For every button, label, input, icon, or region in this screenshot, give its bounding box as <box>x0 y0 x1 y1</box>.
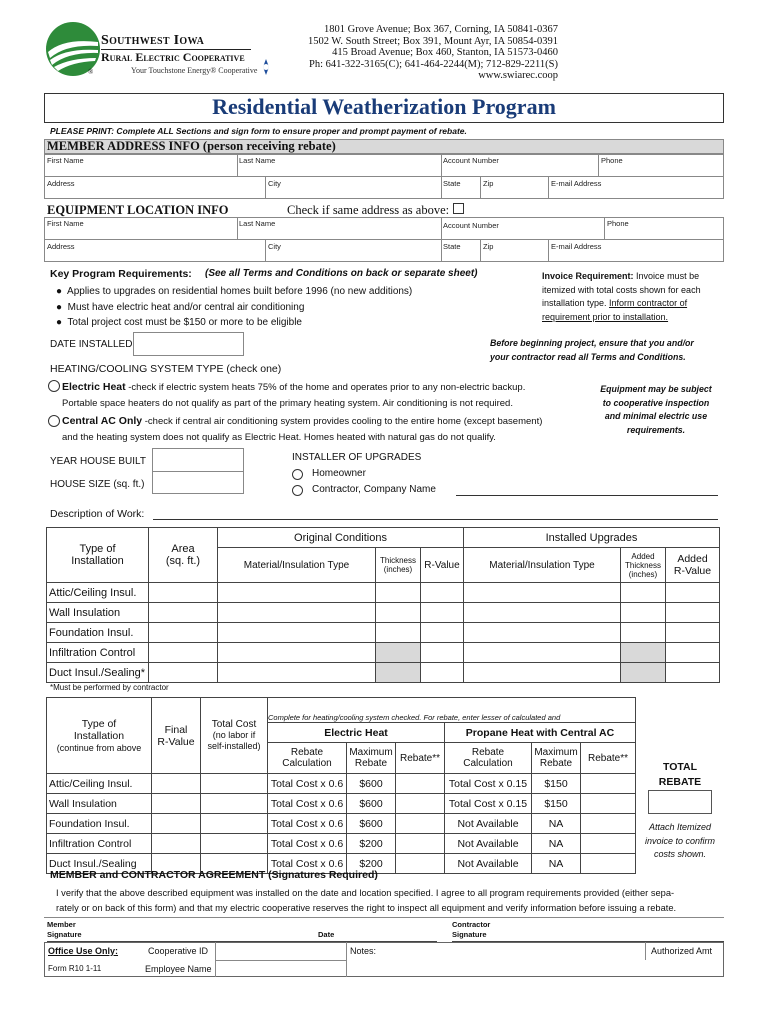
material-upgrade-header: Material/Insulation Type <box>464 548 621 583</box>
page-title: Residential Weatherization Program <box>212 94 556 119</box>
material-header: Material/Insulation Type <box>218 548 376 583</box>
member-zip[interactable]: Zip <box>483 179 494 188</box>
registered-mark: ® <box>88 68 94 76</box>
date-label: Date <box>318 930 335 939</box>
authorized-amount-label: Authorized Amt <box>651 946 713 956</box>
table-row: Foundation Insul. <box>47 623 720 643</box>
coop-address: 1801 Grove Avenue; Box 367, Corning, IA 50841-0367 1502 W. South Street; Box 391, Mount Ayr, IA 50854-0391 415 Broad Avenue; Box 460, Stanton, IA 51573-0460 Ph: 641-322-3165(C); 641-464-2244(M); 712-829-2211(S) www.swiarec.coop <box>307 24 558 81</box>
member-first-name[interactable]: First Name <box>47 156 84 165</box>
complete-note: Complete for heating/cooling system checked. For rebate, enter lesser of calculated and <box>268 713 561 722</box>
same-address-label: Check if same address as above: <box>287 203 450 217</box>
rvalue-header: R-Value <box>421 548 464 583</box>
before-note: Before beginning project, ensure that you and/or your contractor read all Terms and Conditions. <box>490 338 694 362</box>
original-conditions-header: Original Conditions <box>218 528 464 548</box>
instructions: PLEASE PRINT: Complete ALL Sections and sign form to ensure proper and prompt payment of rebate. <box>50 126 467 136</box>
p-rebate-header: Rebate** <box>581 743 636 774</box>
member-last-name[interactable]: Last Name <box>239 156 276 165</box>
date-installed-input[interactable] <box>133 332 244 356</box>
equipment-email[interactable]: E-mail Address <box>551 242 602 251</box>
attach-note: Attach Itemized invoice to confirm costs shown. <box>644 822 716 859</box>
propane-heat-header: Propane Heat with Central AC <box>445 723 636 743</box>
touchstone-icon <box>257 58 275 76</box>
e-max-rebate-header: Maximum Rebate <box>347 743 396 774</box>
inspection-note: Equipment may be subject to cooperative inspection and minimal electric use requirements. <box>600 384 712 435</box>
e-rebate-header: Rebate** <box>396 743 445 774</box>
rebate-table <box>46 697 636 874</box>
requirements-note: (See all Terms and Conditions on back or separate sheet) <box>205 268 478 279</box>
electric-heat-radio[interactable] <box>48 380 60 392</box>
table-row: Wall Insulation Total Cost x 0.6 $600 Total Cost x 0.15 $150 <box>47 794 636 814</box>
description-label: Description of Work: <box>50 508 145 520</box>
upgrade-table <box>46 527 720 683</box>
year-built-label: YEAR HOUSE BUILT <box>50 456 146 467</box>
added-thickness-header: Added Thickness (inches) <box>621 548 666 583</box>
employee-name-label: Employee Name <box>145 964 212 974</box>
added-rvalue-header: Added R-Value <box>666 548 720 583</box>
agreement-heading: MEMBER and CONTRACTOR AGREEMENT (Signatures Required) <box>50 869 378 881</box>
col-type-rebate: Type of Installation (continue from above <box>47 698 152 774</box>
requirements-heading: Key Program Requirements: <box>50 268 192 280</box>
total-rebate-input[interactable] <box>648 790 712 814</box>
table-row: Infiltration Control Total Cost x 0.6 $200 Not Available NA <box>47 834 636 854</box>
installer-heading: INSTALLER OF UPGRADES <box>292 452 422 463</box>
coop-tagline: Your Touchstone Energy® Cooperative <box>131 66 258 75</box>
contractor-radio[interactable] <box>292 485 303 496</box>
upgrade-footnote: *Must be performed by contractor <box>50 683 169 692</box>
coop-name-line2: Rural Electric Cooperative <box>101 50 245 64</box>
invoice-requirement: Invoice Requirement: Invoice must be itemized with total costs shown for each installation type. Inform contractor of requirement prior to installation. <box>542 271 701 322</box>
total-rebate-label: TOTAL REBATE <box>658 761 702 788</box>
equipment-first-name[interactable]: First Name <box>47 219 84 228</box>
p-max-rebate-header: Maximum Rebate <box>532 743 581 774</box>
member-heading: MEMBER ADDRESS INFO (person receiving rebate) <box>47 139 336 153</box>
equipment-row-2 <box>44 240 724 262</box>
requirements-list <box>56 284 412 331</box>
system-type-heading: HEATING/COOLING SYSTEM TYPE (check one) <box>50 363 282 375</box>
house-size-label: HOUSE SIZE (sq. ft.) <box>50 479 145 490</box>
same-address-checkbox[interactable] <box>453 203 464 214</box>
total-cost-header: Total Cost (no labor if self-installed) <box>201 698 268 774</box>
member-signature-label: Member Signature <box>47 920 82 939</box>
table-row: Attic/Ceiling Insul. Total Cost x 0.6 $600 Total Cost x 0.15 $150 <box>47 774 636 794</box>
table-row: Duct Insul./Sealing* <box>47 663 720 683</box>
coop-id-label: Cooperative ID <box>148 946 209 956</box>
equipment-city[interactable]: City <box>268 242 281 251</box>
member-row-2 <box>44 177 724 199</box>
central-ac-text: Central AC Only -check if central air conditioning system provides cooling to the entire home (except basement) and the heating system does not qualify as Electric Heat. Homes heated with natural gas do not qualify. <box>62 415 543 443</box>
office-use-label: Office Use Only: <box>48 946 119 956</box>
member-state[interactable]: State <box>443 179 461 188</box>
year-built-input[interactable] <box>152 448 244 472</box>
description-line[interactable] <box>153 519 718 520</box>
table-row: Infiltration Control <box>47 643 720 663</box>
contractor-signature-label: Contractor Signature <box>452 920 491 939</box>
table-row: Wall Insulation <box>47 603 720 623</box>
member-address[interactable]: Address <box>47 179 75 188</box>
homeowner-radio[interactable] <box>292 469 303 480</box>
list-item: ● Applies to upgrades on residential homes built before 1996 (no new additions) <box>56 286 413 297</box>
electric-heat-text: Electric Heat -check if electric system heats 75% of the home and operates prior to any non-electric backup. Portable space heaters do not qualify as part of the primary heating system. Air conditioning is not required. <box>62 381 526 409</box>
equipment-phone[interactable]: Phone <box>607 219 629 228</box>
notes-label: Notes: <box>350 946 377 956</box>
member-phone[interactable]: Phone <box>601 156 623 165</box>
homeowner-label: Homeowner <box>312 468 366 479</box>
equipment-last-name[interactable]: Last Name <box>239 219 276 228</box>
date-installed-label: DATE INSTALLED <box>50 339 133 350</box>
member-account-number[interactable]: Account Number <box>443 156 499 165</box>
agreement-text: I verify that the above described equipment was installed on the date and location specified. I agree to all program requirements provided (either sepa- rately or on back of this form) and that my electric cooperative reserves the right to inspect all equipment and verify information before issuing a rebate. <box>56 888 677 913</box>
e-rebate-calc-header: Rebate Calculation <box>268 743 347 774</box>
installed-upgrades-header: Installed Upgrades <box>464 528 720 548</box>
list-item: ● Must have electric heat and/or central air conditioning <box>56 301 305 313</box>
coop-name-line1: Southwest Iowa <box>101 33 205 48</box>
central-ac-radio[interactable] <box>48 415 60 427</box>
equipment-address[interactable]: Address <box>47 242 75 251</box>
contractor-label: Contractor, Company Name <box>312 484 436 495</box>
final-rvalue-header: Final R-Value <box>152 698 201 774</box>
equipment-account-number[interactable]: Account Number <box>443 221 499 230</box>
list-item: ● Total project cost must be $150 or more to be eligible <box>56 317 302 328</box>
form-number: Form R10 1-11 <box>48 964 102 973</box>
electric-heat-header: Electric Heat <box>268 723 445 743</box>
member-email[interactable]: E-mail Address <box>551 179 602 188</box>
equipment-state[interactable]: State <box>443 242 461 251</box>
house-size-input[interactable] <box>152 472 244 494</box>
thickness-header: Thickness (inches) <box>376 548 421 583</box>
table-row: Duct Insul./Sealing Total Cost x 0.6 $200 Not Available NA <box>47 854 636 874</box>
p-rebate-calc-header: Rebate Calculation <box>445 743 532 774</box>
equipment-zip[interactable]: Zip <box>483 242 494 251</box>
table-row: Foundation Insul. Total Cost x 0.6 $600 Not Available NA <box>47 814 636 834</box>
member-city[interactable]: City <box>268 179 281 188</box>
company-name-line[interactable] <box>456 495 718 496</box>
col-area: Area (sq. ft.) <box>149 528 218 583</box>
equipment-heading: EQUIPMENT LOCATION INFO <box>47 203 229 217</box>
col-type: Type of Installation <box>47 528 149 583</box>
table-row: Attic/Ceiling Insul. <box>47 583 720 603</box>
